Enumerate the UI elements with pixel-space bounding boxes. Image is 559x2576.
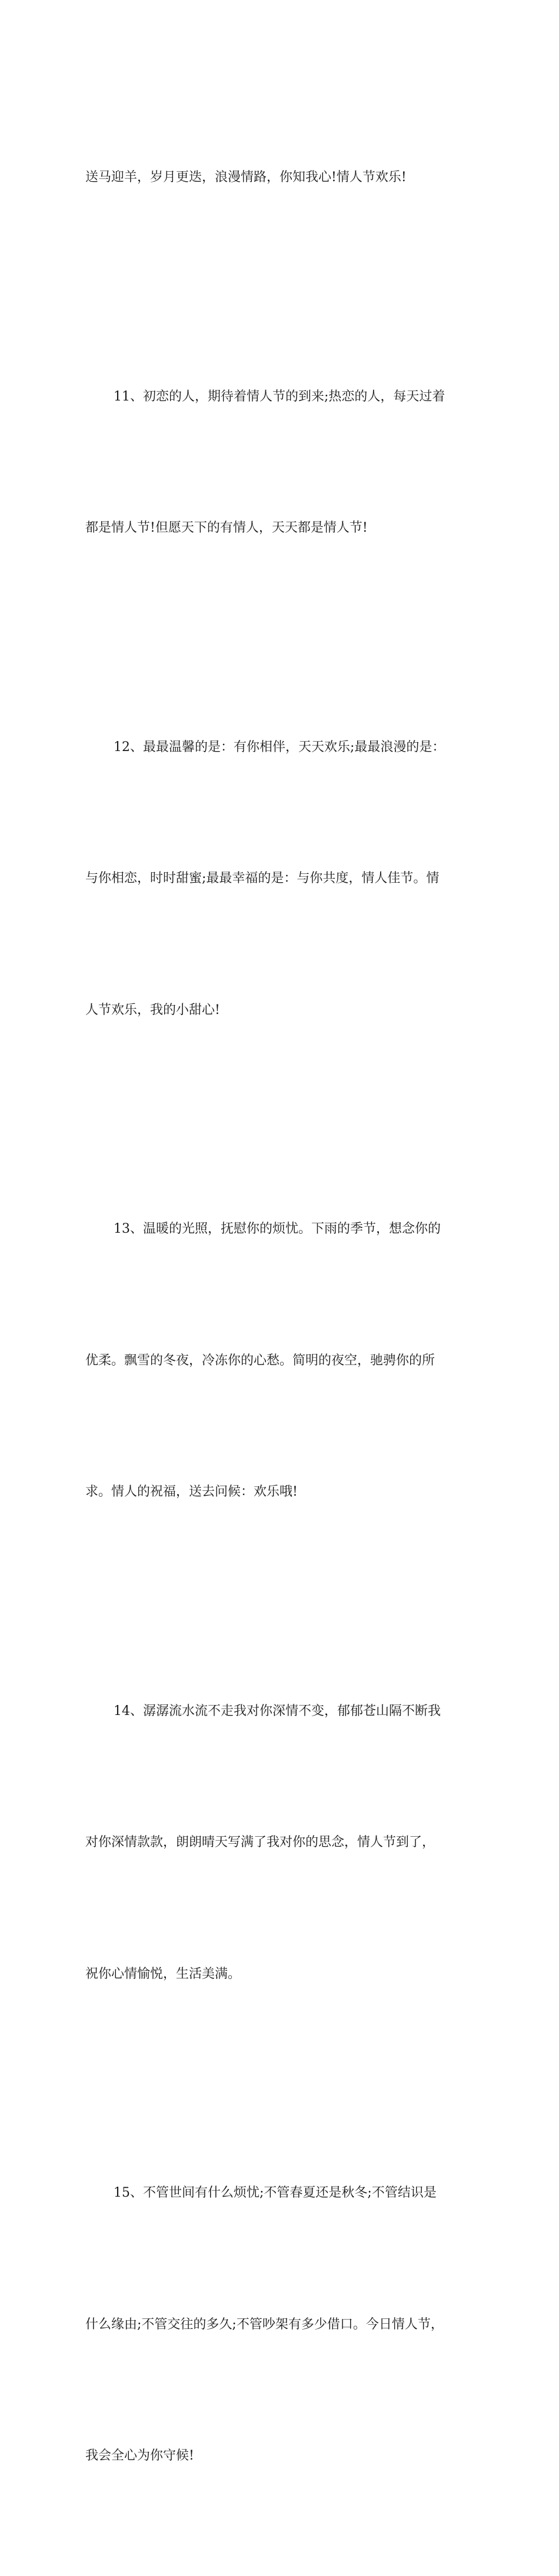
paragraph-15 — [85, 2094, 480, 2576]
text-line: 15、不管世间有什么烦忧;不管春夏还是秋冬;不管结识是 — [114, 2185, 437, 2200]
text-line: 13、温暖的光照，抚慰你的烦忧。下雨的季节，想念你的 — [114, 1222, 441, 1236]
text-line: 求。情人的祝福，送去问候：欢乐哦! — [85, 1484, 298, 1499]
text-line: 12、最最温馨的是：有你相伴，天天欢乐;最最浪漫的是： — [114, 739, 445, 755]
text-line: 对你深情款款，朗朗晴天写满了我对你的思念，情人节到了， — [85, 1835, 435, 1850]
text-line: 人节欢乐，我的小甜心! — [85, 1002, 220, 1017]
paragraph-11 — [85, 298, 480, 648]
text-line: 我会全心为你守候! — [85, 2448, 194, 2463]
text-line: 与你相恋，时时甜蜜;最最幸福的是：与你共度，情人佳节。情 — [85, 871, 440, 886]
text-line: 14、潺潺流水流不走我对你深情不变，郁郁苍山隔不断我 — [114, 1703, 441, 1719]
text-line: 送马迎羊，岁月更迭，浪漫情路，你知我心!情人节欢乐! — [85, 170, 407, 185]
document-body — [85, 78, 480, 2576]
paragraph-continuation — [85, 78, 480, 298]
text-line: 11、初恋的人，期待着情人节的到来;热恋的人，每天过着 — [114, 389, 445, 404]
paragraph-14 — [85, 1612, 480, 2094]
paragraph-12 — [85, 648, 480, 1130]
paragraph-13 — [85, 1130, 480, 1612]
text-line: 优柔。飘雪的冬夜，冷冻你的心愁。简明的夜空，驰骋你的所 — [85, 1353, 435, 1368]
text-line: 什么缘由;不管交往的多久;不管吵架有多少借口。今日情人节， — [85, 2317, 444, 2332]
text-line: 都是情人节!但愿天下的有情人，天天都是情人节! — [85, 520, 368, 535]
text-line: 祝你心情愉悦，生活美满。 — [85, 1966, 241, 1981]
